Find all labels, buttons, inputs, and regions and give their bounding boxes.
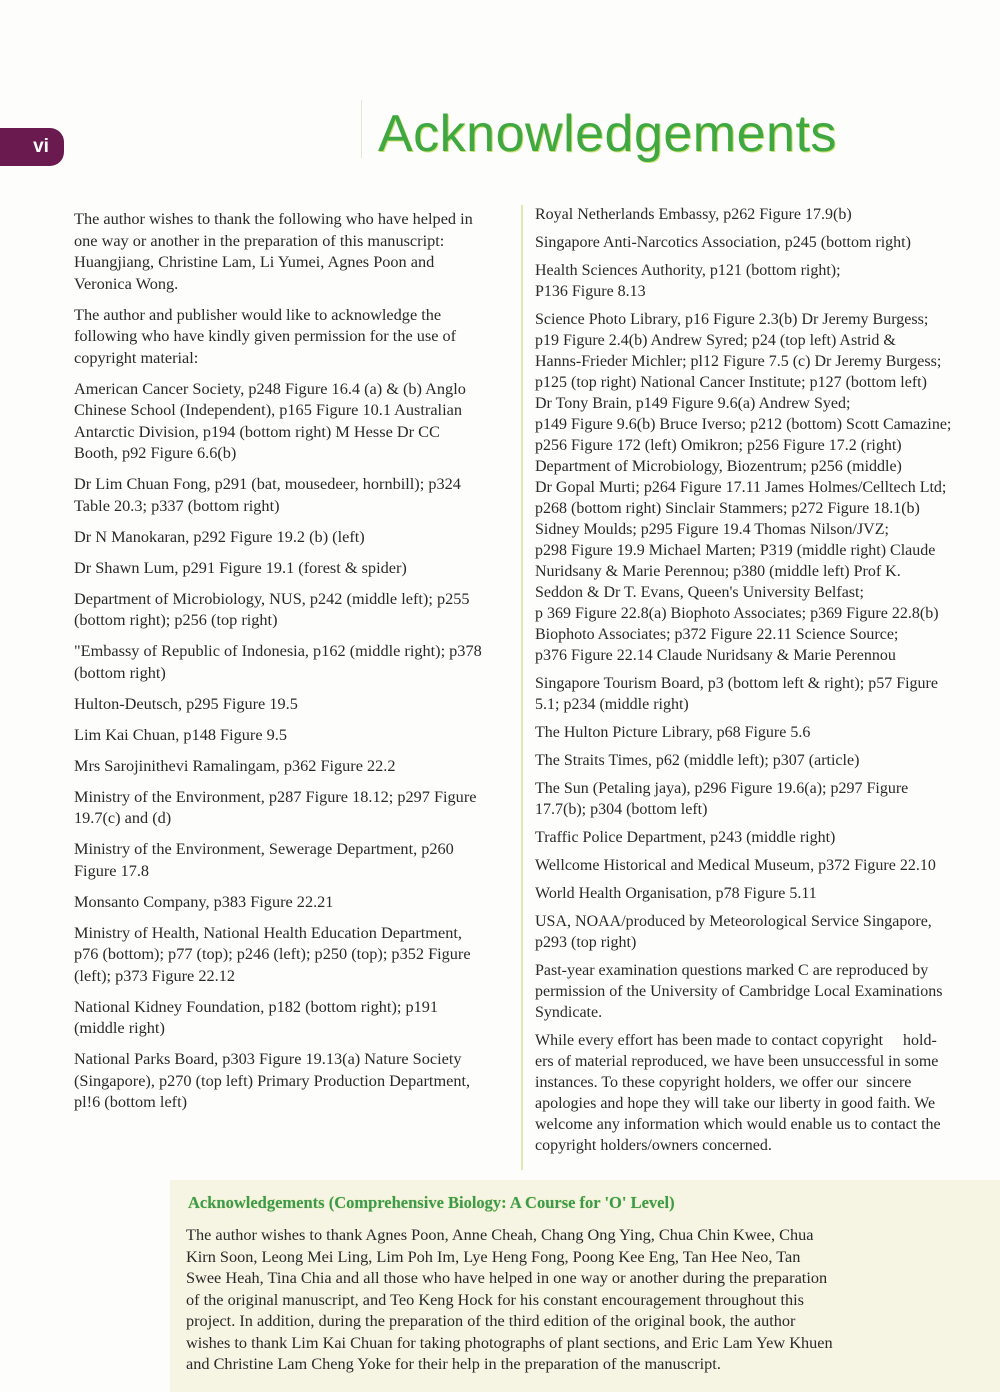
page-number: vi [33, 136, 49, 157]
paragraph: The author and publisher would like to acknowledge the following who have kindly given permission for the use of copyright material: [74, 304, 457, 367]
page-title: Acknowledgements [378, 105, 837, 163]
credit-entry: Science Photo Library, p16 Figure 2.3(b) Dr Jeremy Burgess; p19 Figure 2.4(b) Andrew Syred; p24 (top left) Astrid & Hanns-Frieder Michler; pl12 Figure 7.5 (c) Dr Jeremy Burgess; p125 (top right) National Cancer Institute; p127 (bottom left) Dr Tony Brain, p149 Figure 9.6(a) Andrew Syed; p149 Figure 9.6(b) Bruce Iverso; p212 (bottom) Scott Camazine; p256 Figure 172 (left) Omikron; p256 Figure 17.2 (right) Department of Microbiology, Biozentrum; p256 (middle) Dr Gopal Murti; p264 Figure 17.11 James Holmes/Celltech Ltd; p268 (bottom right) Sinclair Stammers; p272 Figure 18.1(b) Sidney Moulds; p295 Figure 19.4 Thomas Nilson/JVZ; p298 Figure 19.9 Michael Marten; P319 (middle right) Claude Nuridsany & Marie Perennou; p380 (middle left) Prof K. Seddon & Dr T. Evans, Queen's University Belfast; p 369 Figure 22.8(a) Biophoto Associates; p369 Figure 22.8(b) Biophoto Associates; p372 Figure 22.11 Science Source; p376 Figure 22.14 Claude Nuridsany & Marie Perennou [535, 311, 952, 664]
credit-entry: The Sun (Petaling jaya), p296 Figure 19.6(a); p297 Figure 17.7(b); p304 (bottom left) [535, 780, 909, 818]
original-acknowledgements-box [170, 1180, 1000, 1392]
left-column [74, 208, 514, 1122]
credit-entry: Dr N Manokaran, p292 Figure 19.2 (b) (left) [74, 526, 365, 546]
paragraph: Past-year examination questions marked C are reproduced by permission of the University of Cambridge Local Examinations Syndicate. [535, 962, 943, 1021]
right-column [535, 204, 995, 1163]
credit-entry: "Embassy of Republic of Indonesia, p162 (middle right); p378 (bottom right) [74, 641, 482, 682]
credit-entry: National Parks Board, p303 Figure 19.13(a) Nature Society (Singapore), p270 (top left) Primary Production Department, pl!6 (bottom left) [74, 1049, 471, 1111]
credit-entry: Mrs Sarojinithevi Ramalingam, p362 Figure 22.2 [74, 755, 396, 775]
credit-entry: Monsanto Company, p383 Figure 22.21 [74, 891, 334, 911]
credit-entry: Dr Shawn Lum, p291 Figure 19.1 (forest & spider) [74, 557, 407, 577]
credit-entry: Hulton-Deutsch, p295 Figure 19.5 [74, 693, 298, 713]
credit-entry: The Straits Times, p62 (middle left); p307 (article) [535, 752, 860, 769]
credit-entry: Singapore Anti-Narcotics Association, p245 (bottom right) [535, 234, 911, 251]
column-divider [521, 205, 523, 1170]
credit-entry: USA, NOAA/produced by Meteorological Service Singapore, p293 (top right) [535, 913, 932, 951]
credit-entry: American Cancer Society, p248 Figure 16.4 (a) & (b) Anglo Chinese School (Independent), p165 Figure 10.1 Australian Antarctic Division, p194 (bottom right) M Hesse Dr CC Booth, p92 Figure 6.6(b) [74, 378, 466, 462]
credit-entry: Dr Lim Chuan Fong, p291 (bat, mousedeer, hornbill); p324 Table 20.3; p337 (bottom right) [74, 474, 461, 515]
box-title: Acknowledgements (Comprehensive Biology: A Course for 'O' Level) [188, 1193, 675, 1212]
credit-entry: National Kidney Foundation, p182 (bottom right); p191 (middle right) [74, 996, 439, 1037]
box-body: The author wishes to thank Agnes Poon, Anne Cheah, Chang Ong Ying, Chua Chin Kwee, Chua Kirn Soon, Leong Mei Ling, Lim Poh Im, Lye Heng Fong, Poong Kee Eng, Tan Hee Neo, Tan Swee Heah, Tina Chia and all those who have helped in one way or another during the preparation of the original manuscript, and Teo Keng Hock for his constant encouragement throughout this project. In addition, during the preparation of the third edition of the original book, the author wishes to thank Lim Kai Chuan for taking photographs of plant sections, and Eric Lam Yew Khuen and Christine Lam Cheng Yoke for their help in the preparation of the manuscript. [186, 1225, 833, 1373]
credit-entry: Lim Kai Chuan, p148 Figure 9.5 [74, 724, 287, 744]
paragraph: The author wishes to thank the following who have helped in one way or another in the preparation of this manuscript: Huangjiang, Christine Lam, Li Yumei, Agnes Poon and Veronica Wong. [74, 209, 473, 293]
credit-entry: Traffic Police Department, p243 (middle right) [535, 829, 836, 846]
credit-entry: Ministry of the Environment, Sewerage Department, p260 Figure 17.8 [74, 839, 454, 880]
credit-entry: Ministry of Health, National Health Education Department, p76 (bottom); p77 (top); p246 (left); p250 (top); p352 Figure (left); p373 Figure 22.12 [74, 922, 471, 985]
title-rule [361, 100, 362, 158]
credit-entry: Ministry of the Environment, p287 Figure 18.12; p297 Figure 19.7(c) and (d) [74, 786, 477, 827]
credit-entry: The Hulton Picture Library, p68 Figure 5.6 [535, 724, 811, 741]
page-number-tab [0, 128, 64, 166]
credit-entry: Singapore Tourism Board, p3 (bottom left & right); p57 Figure 5.1; p234 (middle right) [535, 675, 938, 713]
credit-entry: Health Sciences Authority, p121 (bottom right); P136 Figure 8.13 [535, 262, 841, 300]
credit-entry: Royal Netherlands Embassy, p262 Figure 17.9(b) [535, 206, 852, 223]
paragraph: While every effort has been made to contact copyright hold- ers of material reproduced, we have been unsuccessful in some instances. To these copyright holders, we offer our sincere apologies and hope they will take our liberty in good faith. We welcome any information which would enable us to contact the copyright holders/owners concerned. [535, 1032, 941, 1154]
credit-entry: World Health Organisation, p78 Figure 5.11 [535, 885, 817, 902]
credit-entry: Wellcome Historical and Medical Museum, p372 Figure 22.10 [535, 857, 936, 874]
credit-entry: Department of Microbiology, NUS, p242 (middle left); p255 (bottom right); p256 (top right) [74, 588, 470, 629]
